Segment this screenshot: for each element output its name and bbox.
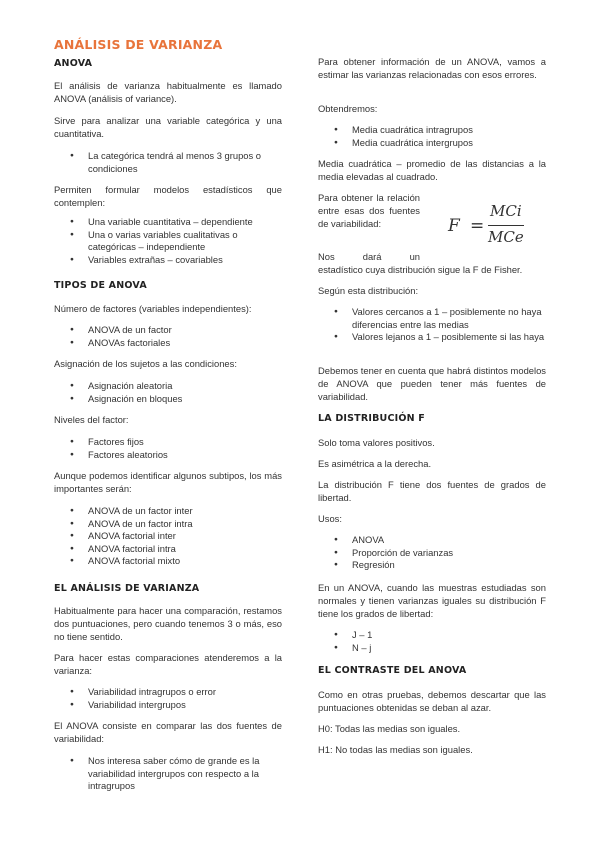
bullet-list: [54, 150, 282, 175]
paragraph: Aunque podemos identificar algunos subtipos, los más importantes serán:: [54, 470, 282, 494]
paragraph: En un ANOVA, cuando las muestras estudiadas son normales y tienen varianzas iguales su distribución F tiene los grados de libertad:: [318, 582, 546, 619]
formula-equals: =: [470, 216, 485, 236]
list-item: ● Nos interesa saber cómo de grande es la variabilidad intergrupos con respecto a la intragrupos: [54, 755, 282, 793]
paragraph: Niveles del factor:: [54, 414, 129, 425]
bullet-list: [318, 124, 546, 149]
paragraph: Número de factores (variables independientes):: [54, 303, 252, 314]
list-item: ● ANOVA factorial inter: [54, 530, 282, 543]
list-item: ● Media cuadrática intragrupos: [318, 124, 546, 137]
list-item: ● La categórica tendrá al menos 3 grupos o condiciones: [54, 150, 282, 175]
list-item: ● Variables extrañas – covariables: [54, 254, 282, 267]
list-item: ● N – j: [318, 642, 546, 655]
heading-tipos-anova: TIPOS DE ANOVA: [54, 280, 147, 291]
list-item: ● ANOVA factorial intra: [54, 543, 282, 556]
bullet-list: [54, 505, 282, 568]
paragraph: La distribución F tiene dos fuentes de grados de libertad.: [318, 479, 546, 503]
formula-numerator: MCi: [490, 202, 522, 220]
f-ratio-formula: [448, 200, 558, 250]
paragraph: Sirve para analizar una variable categórica y una cuantitativa.: [54, 115, 282, 139]
paragraph: Media cuadrática – promedio de las distancias a la media elevadas al cuadrado.: [318, 158, 546, 182]
fraction-bar: [488, 225, 524, 226]
list-item: ● J – 1: [318, 629, 546, 642]
paragraph: El ANOVA consiste en comparar las dos fuentes de variabilidad:: [54, 720, 282, 744]
heading-contraste-anova: EL CONTRASTE DEL ANOVA: [318, 665, 467, 676]
paragraph: estadístico cuya distribución sigue la F de Fisher.: [318, 264, 523, 275]
list-item: ● ANOVA: [318, 534, 546, 547]
paragraph: Nos dará un: [318, 251, 420, 262]
paragraph: El análisis de varianza habitualmente es llamado ANOVA (análisis of variance).: [54, 80, 282, 104]
list-item: ● ANOVA de un factor intra: [54, 518, 282, 531]
paragraph: H0: Todas las medias son iguales.: [318, 723, 461, 734]
list-item: ● Una o varias variables cualitativas o categóricas – independiente: [54, 229, 282, 254]
paragraph: Usos:: [318, 513, 342, 524]
formula-f: F: [448, 216, 460, 236]
heading-analisis-varianza: EL ANÁLISIS DE VARIANZA: [54, 583, 200, 594]
list-item: ● Variabilidad intragrupos o error: [54, 686, 282, 699]
paragraph: Habitualmente para hacer una comparación, restamos dos puntuaciones, pero cuando tenemos 3 o más, eso no tiene sentido.: [54, 605, 282, 642]
paragraph: H1: No todas las medias son iguales.: [318, 744, 473, 755]
bullet-list: [54, 324, 282, 349]
bullet-list: [54, 216, 282, 266]
list-item: ● Factores fijos: [54, 436, 282, 449]
list-item: ● ANOVA factorial mixto: [54, 555, 282, 568]
bullet-list: [54, 380, 282, 405]
bullet-list: [318, 306, 554, 344]
formula-denominator: MCe: [488, 228, 524, 246]
list-item: ● Asignación en bloques: [54, 393, 282, 406]
list-item: ● ANOVA de un factor inter: [54, 505, 282, 518]
paragraph: Para obtener información de un ANOVA, vamos a estimar las varianzas relacionadas con esos errores.: [318, 56, 546, 80]
paragraph: Para hacer estas comparaciones atenderemos a la varianza:: [54, 652, 282, 676]
paragraph: Para obtener la relación entre esas dos fuentes de variabilidad:: [318, 192, 420, 229]
list-item: ● Factores aleatorios: [54, 449, 282, 462]
bullet-list: [318, 534, 546, 572]
list-item: ● Valores lejanos a 1 – posiblemente si las haya: [318, 331, 554, 344]
paragraph: Permiten formular modelos estadísticos que contemplen:: [54, 184, 282, 208]
list-item: ● Variabilidad intergrupos: [54, 699, 282, 712]
list-item: ● Una variable cuantitativa – dependiente: [54, 216, 282, 229]
list-item: ● Proporción de varianzas: [318, 547, 546, 560]
list-item: ● Media cuadrática intergrupos: [318, 137, 546, 150]
page-title: ANÁLISIS DE VARIANZA: [54, 37, 223, 52]
list-item: ● ANOVAs factoriales: [54, 337, 282, 350]
bullet-list: [318, 629, 546, 654]
paragraph: Debemos tener en cuenta que habrá distintos modelos de ANOVA que pueden tener más fuentes de variabilidad.: [318, 365, 546, 402]
list-item: ● Asignación aleatoria: [54, 380, 282, 393]
paragraph: Solo toma valores positivos.: [318, 437, 435, 448]
heading-distribucion-f: LA DISTRIBUCIÓN F: [318, 413, 425, 424]
bullet-list: [54, 436, 282, 461]
heading-anova: ANOVA: [54, 58, 93, 69]
list-item: ● Regresión: [318, 559, 546, 572]
bullet-list: [54, 686, 282, 711]
paragraph: Es asimétrica a la derecha.: [318, 458, 432, 469]
paragraph: Obtendremos:: [318, 103, 378, 114]
bullet-list: [54, 755, 282, 793]
list-item: ● Valores cercanos a 1 – posiblemente no haya diferencias entre las medias: [318, 306, 554, 331]
list-item: ● ANOVA de un factor: [54, 324, 282, 337]
paragraph: Según esta distribución:: [318, 285, 419, 296]
paragraph: Como en otras pruebas, debemos descartar que las puntuaciones obtenidas se deban al azar.: [318, 689, 546, 713]
paragraph: Asignación de los sujetos a las condiciones:: [54, 358, 237, 369]
